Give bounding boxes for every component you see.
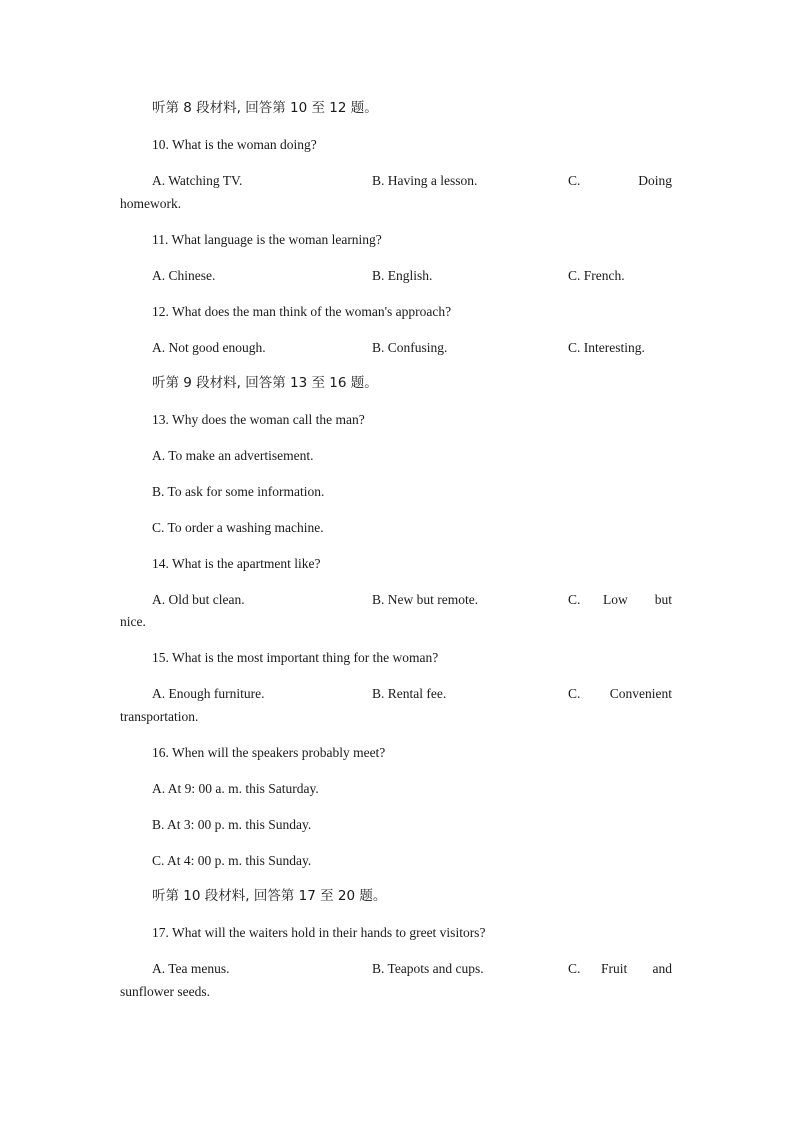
question-14: 14. What is the apartment like? (152, 556, 321, 571)
q17-option-b: B. Teapots and cups. (372, 961, 484, 976)
q17-option-c-word2: and (652, 961, 672, 976)
q10-option-c-letter: C. (568, 173, 581, 188)
q11-option-b: B. English. (372, 268, 433, 283)
q12-option-c: C. Interesting. (568, 340, 645, 355)
q17-option-c-continued: sunflower seeds. (120, 984, 210, 999)
q13-option-c: C. To order a washing machine. (152, 520, 324, 535)
q17-option-a: A. Tea menus. (152, 961, 230, 976)
question-16: 16. When will the speakers probably meet? (152, 745, 386, 760)
question-13: 13. Why does the woman call the man? (152, 412, 365, 427)
q11-option-c: C. French. (568, 268, 625, 283)
question-17: 17. What will the waiters hold in their hands to greet visitors? (152, 925, 486, 940)
question-12: 12. What does the man think of the woman's approach? (152, 304, 452, 319)
q13-option-b: B. To ask for some information. (152, 484, 325, 499)
q10-option-c-word: Doing (638, 173, 672, 188)
q16-option-c: C. At 4: 00 p. m. this Sunday. (152, 853, 312, 868)
question-10: 10. What is the woman doing? (152, 137, 317, 152)
q12-option-b: B. Confusing. (372, 340, 448, 355)
q16-option-a: A. At 9: 00 a. m. this Saturday. (152, 781, 319, 796)
q11-option-a: A. Chinese. (152, 268, 216, 283)
q14-option-c-continued: nice. (120, 614, 146, 629)
q13-option-a: A. To make an advertisement. (152, 448, 314, 463)
section-heading: 听第 10 段材料, 回答第 17 至 20 题。 (152, 888, 387, 904)
question-11: 11. What language is the woman learning? (152, 232, 382, 247)
q10-option-a: A. Watching TV. (152, 173, 243, 188)
q10-option-c-continued: homework. (120, 196, 182, 211)
q14-option-c-word2: but (654, 592, 672, 607)
q14-option-c-word1: Low (603, 592, 628, 607)
q15-option-c-word: Convenient (609, 686, 672, 701)
q15-option-b: B. Rental fee. (372, 686, 447, 701)
q12-option-a: A. Not good enough. (152, 340, 266, 355)
q10-option-b: B. Having a lesson. (372, 173, 478, 188)
q14-option-a: A. Old but clean. (152, 592, 245, 607)
q15-option-c-continued: transportation. (120, 709, 199, 724)
q16-option-b: B. At 3: 00 p. m. this Sunday. (152, 817, 312, 832)
q17-option-c-word1: Fruit (601, 961, 628, 976)
q15-option-a: A. Enough furniture. (152, 686, 265, 701)
q14-option-b: B. New but remote. (372, 592, 479, 607)
question-15: 15. What is the most important thing for the woman? (152, 650, 439, 665)
q17-option-c-letter: C. (568, 961, 581, 976)
q14-option-c-letter: C. (568, 592, 581, 607)
q15-option-c-letter: C. (568, 686, 581, 701)
section-heading: 听第 8 段材料, 回答第 10 至 12 题。 (152, 100, 378, 116)
section-heading: 听第 9 段材料, 回答第 13 至 16 题。 (152, 375, 378, 391)
